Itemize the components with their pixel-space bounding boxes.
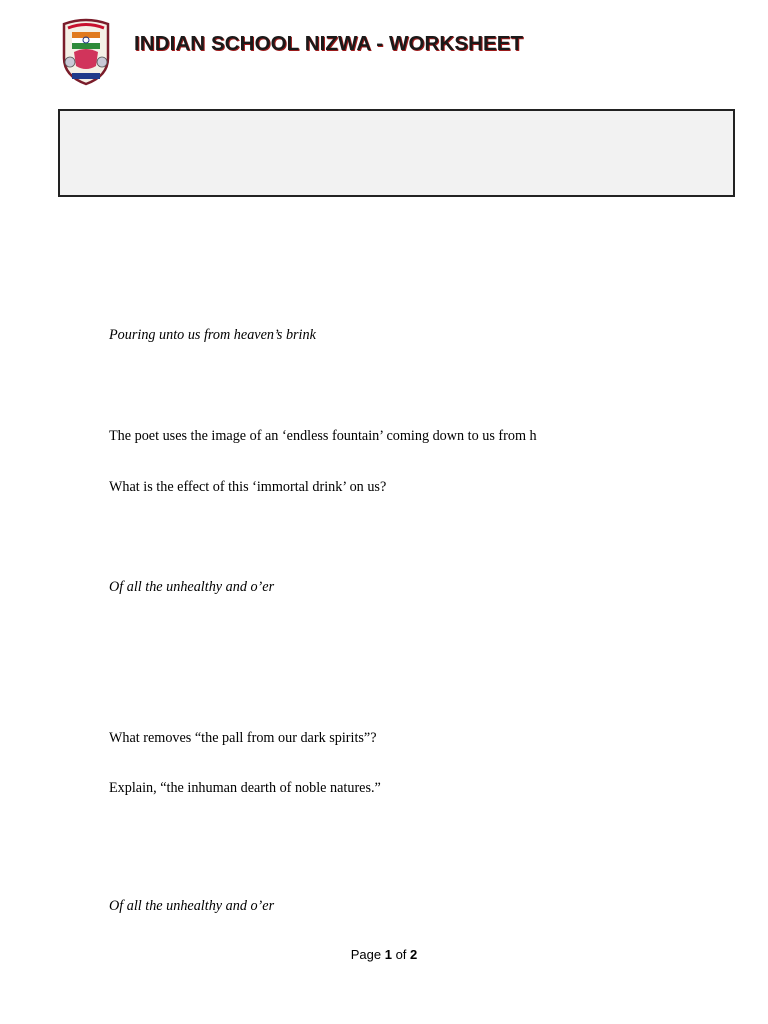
question-text: What removes “the pall from our dark spirits”? [109, 730, 377, 746]
question-text: The poet uses the image of an ‘endless fountain’ coming down to us from h [109, 428, 537, 444]
page-footer [0, 947, 768, 962]
page-title: INDIAN SCHOOL NIZWA - WORKSHEET [134, 32, 524, 55]
page-word: Page [350, 947, 382, 962]
question-text: What is the effect of this ‘immortal drink’ on us? [109, 479, 387, 495]
poem-line: Pouring unto us from heaven’s brink [109, 327, 316, 343]
question-text: Explain, “the inhuman dearth of noble natures.” [109, 780, 381, 796]
poem-line: Of all the unhealthy and o’er [109, 898, 275, 914]
total-pages-number: 2 [410, 947, 418, 962]
current-page-number: 1 [384, 947, 392, 962]
school-crest-logo [60, 18, 112, 86]
of-word: of [395, 947, 407, 962]
info-box [58, 109, 735, 197]
poem-line: Of all the unhealthy and o’er [109, 579, 275, 595]
